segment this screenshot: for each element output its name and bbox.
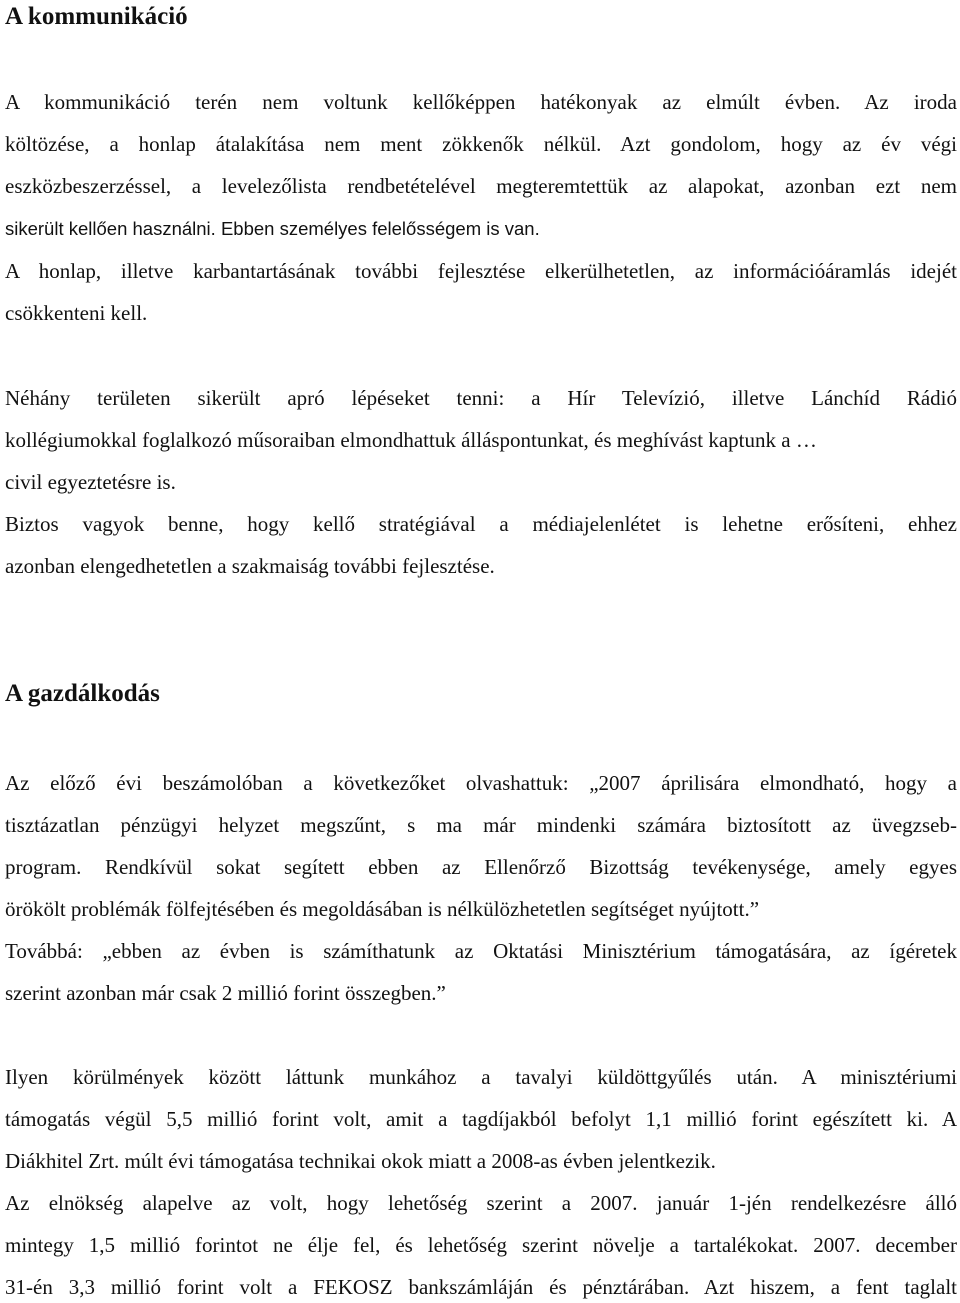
paragraph-line: Ilyen körülmények között láttunk munkához a tavalyi küldöttgyűlés után. A minisztériumi xyxy=(5,1065,957,1089)
paragraph-line: A kommunikáció terén nem voltunk kellőképpen hatékonyak az elmúlt évben. Az iroda xyxy=(5,90,957,114)
paragraph-line: 31-én 3,3 millió forint volt a FEKOSZ bankszámláján és pénztárában. Azt hiszem, a fent taglalt xyxy=(5,1275,957,1299)
paragraph-line: örökölt problémák fölfejtésében és megoldásában is nélkülözhetetlen segítséget nyújtott.” xyxy=(5,897,760,921)
section-heading-kommunikacio: A kommunikáció xyxy=(5,3,188,30)
paragraph-line: civil egyeztetésre is. xyxy=(5,470,176,494)
paragraph-line: mintegy 1,5 millió forintot ne élje fel, és lehetőség szerint növelje a tartalékokat. 2007. december xyxy=(5,1233,957,1257)
paragraph-line: A honlap, illetve karbantartásának további fejlesztése elkerülhetetlen, az információáramlás idejét xyxy=(5,259,957,283)
paragraph-line: eszközbeszerzéssel, a levelezőlista rendbetételével megteremtettük az alapokat, azonban ezt nem xyxy=(5,174,957,198)
paragraph-line: Diákhitel Zrt. múlt évi támogatása technikai okok miatt a 2008-as évben jelentkezik. xyxy=(5,1149,716,1173)
paragraph-line: Az előző évi beszámolóban a következőket olvashattuk: „2007 áprilisára elmondható, hogy a xyxy=(5,771,957,795)
paragraph-line: Továbbá: „ebben az évben is számíthatunk az Oktatási Minisztérium támogatására, az ígéretek xyxy=(5,939,957,963)
paragraph-line: tisztázatlan pénzügyi helyzet megszűnt, s ma már mindenki számára biztosított az üvegzseb- xyxy=(5,813,957,837)
paragraph-line: Az elnökség alapelve az volt, hogy lehetőség szerint a 2007. január 1-jén rendelkezésre álló xyxy=(5,1191,957,1215)
paragraph-line: azonban elengedhetetlen a szakmaiság további fejlesztése. xyxy=(5,554,495,578)
paragraph-line: költözése, a honlap átalakítása nem ment zökkenők nélkül. Azt gondolom, hogy az év végi xyxy=(5,132,957,156)
paragraph-line: program. Rendkívül sokat segített ebben az Ellenőrző Bizottság tevékenysége, amely egyes xyxy=(5,855,957,879)
section-heading-gazdalkodas: A gazdálkodás xyxy=(5,680,160,707)
paragraph-line: Néhány területen sikerült apró lépéseket tenni: a Hír Televízió, illetve Lánchíd Rádió xyxy=(5,386,957,410)
paragraph-line: csökkenteni kell. xyxy=(5,301,148,325)
paragraph-line: sikerült kellően használni. Ebben személyes felelősségem is van. xyxy=(5,218,540,239)
paragraph-line: támogatás végül 5,5 millió forint volt, amit a tagdíjakból befolyt 1,1 millió forint egészített ki. A xyxy=(5,1107,957,1131)
paragraph-line: szerint azonban már csak 2 millió forint összegben.” xyxy=(5,981,446,1005)
paragraph-line: Biztos vagyok benne, hogy kellő stratégiával a médiajelenlétet is lehetne erősíteni, ehhez xyxy=(5,512,957,536)
paragraph-line: kollégiumokkal foglalkozó műsoraiban elmondhattuk álláspontunkat, és meghívást kaptunk a … xyxy=(5,428,817,452)
